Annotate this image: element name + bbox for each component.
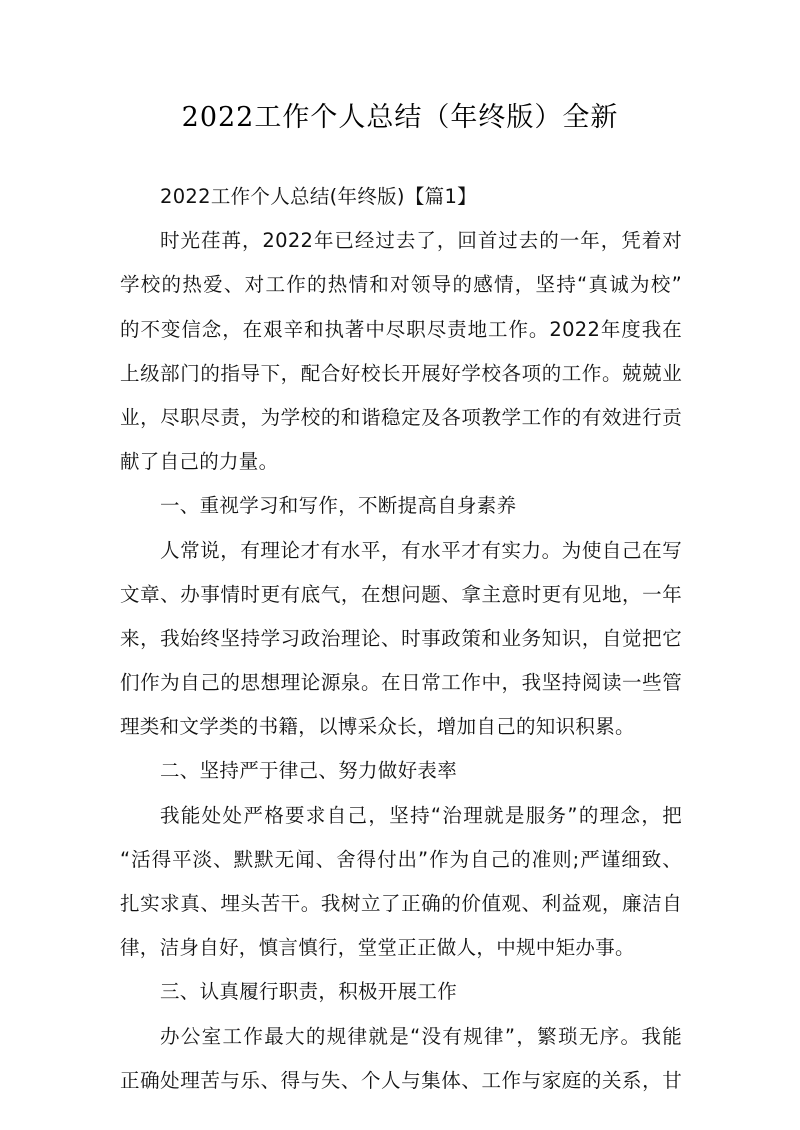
section-heading: 二、坚持严于律己、努力做好表率 xyxy=(160,759,458,783)
paragraph-line: 学校的热爱、对工作的热情和对领导的感情，坚持“真诚为校” xyxy=(120,273,682,297)
paragraph-line: 人常说，有理论才有水平，有水平才有实力。为使自己在写 xyxy=(160,538,682,562)
paragraph-line: 时光荏苒，2022年已经过去了，回首过去的一年，凭着对 xyxy=(160,229,682,253)
section-heading: 三、认真履行职责，积极开展工作 xyxy=(160,980,458,1004)
paragraph-line: 正确处理苦与乐、得与失、个人与集体、工作与家庭的关系，甘 xyxy=(120,1068,682,1092)
paragraph-line: 上级部门的指导下，配合好校长开展好学校各项的工作。兢兢业 xyxy=(120,361,682,385)
paragraph-line: 们作为自己的思想理论源泉。在日常工作中，我坚持阅读一些管 xyxy=(120,671,682,695)
paragraph-line: 扎实求真、埋头苦干。我树立了正确的价值观、利益观，廉洁自 xyxy=(120,892,682,915)
section-heading: 2022工作个人总结(年终版)【篇1】 xyxy=(160,185,477,208)
paragraph-line: 献了自己的力量。 xyxy=(120,450,279,474)
paragraph-line: 理类和文学类的书籍，以博采众长，增加自己的知识积累。 xyxy=(120,715,635,739)
document-body xyxy=(120,175,682,1103)
paragraph-line: 办公室工作最大的规律就是“没有规律”，繁琐无序。我能 xyxy=(160,1024,682,1048)
paragraph-line: 文章、办事情时更有底气，在想问题、拿主意时更有见地，一年 xyxy=(120,582,682,606)
paragraph-line: 业，尽职尽责，为学校的和谐稳定及各项教学工作的有效进行贡 xyxy=(120,405,682,429)
section-heading: 一、重视学习和写作，不断提高自身素养 xyxy=(160,494,517,518)
paragraph-line: 我能处处严格要求自己，坚持“治理就是服务”的理念，把 xyxy=(160,803,682,827)
paragraph-line: 来，我始终坚持学习政治理论、时事政策和业务知识，自觉把它 xyxy=(120,626,682,650)
paragraph-line: 的不变信念，在艰辛和执著中尽职尽责地工作。2022年度我在 xyxy=(120,317,682,341)
paragraph-line: “活得平淡、默默无闻、舍得付出”作为自己的准则;严谨细致、 xyxy=(120,847,682,871)
paragraph-line: 律，洁身自好，慎言慎行，堂堂正正做人，中规中矩办事。 xyxy=(120,936,635,960)
page-title: 2022工作个人总结（年终版）全新 xyxy=(181,102,619,133)
